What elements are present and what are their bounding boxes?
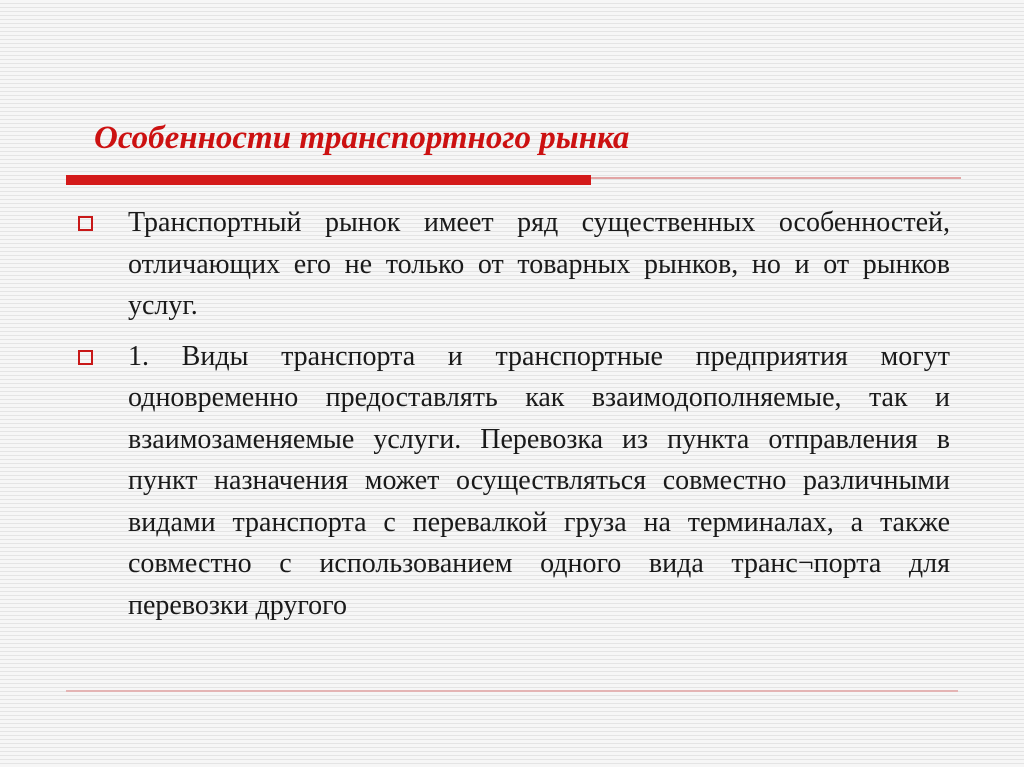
square-bullet-icon xyxy=(78,216,93,231)
bullet-list xyxy=(76,202,950,635)
bullet-text-1: Транспортный рынок имеет ряд существенных особенностей, отличающих его не только от товарных рынков, но и от рынков услуг. xyxy=(128,207,950,321)
title-underline-thin xyxy=(591,177,961,179)
bullet-item-2 xyxy=(76,336,950,627)
bullet-text-2: 1. Виды транспорта и транспортные предприятия могут одновременно предоставлять как взаимодополняемые, так и взаимозаменяемые услуги. Перевозка из пункта отправления в пункт назначения может осуществляться совместно различными видами транспорта с перевалкой груза на терминалах, а также совместно с использованием одного вида транс¬порта для перевозки другого xyxy=(128,340,950,621)
square-bullet-icon xyxy=(78,350,93,365)
bullet-item-1 xyxy=(76,202,950,327)
slide-title: Особенности транспортного рынка xyxy=(94,120,630,156)
footer-divider xyxy=(66,690,958,692)
title-underline-thick xyxy=(66,175,591,185)
